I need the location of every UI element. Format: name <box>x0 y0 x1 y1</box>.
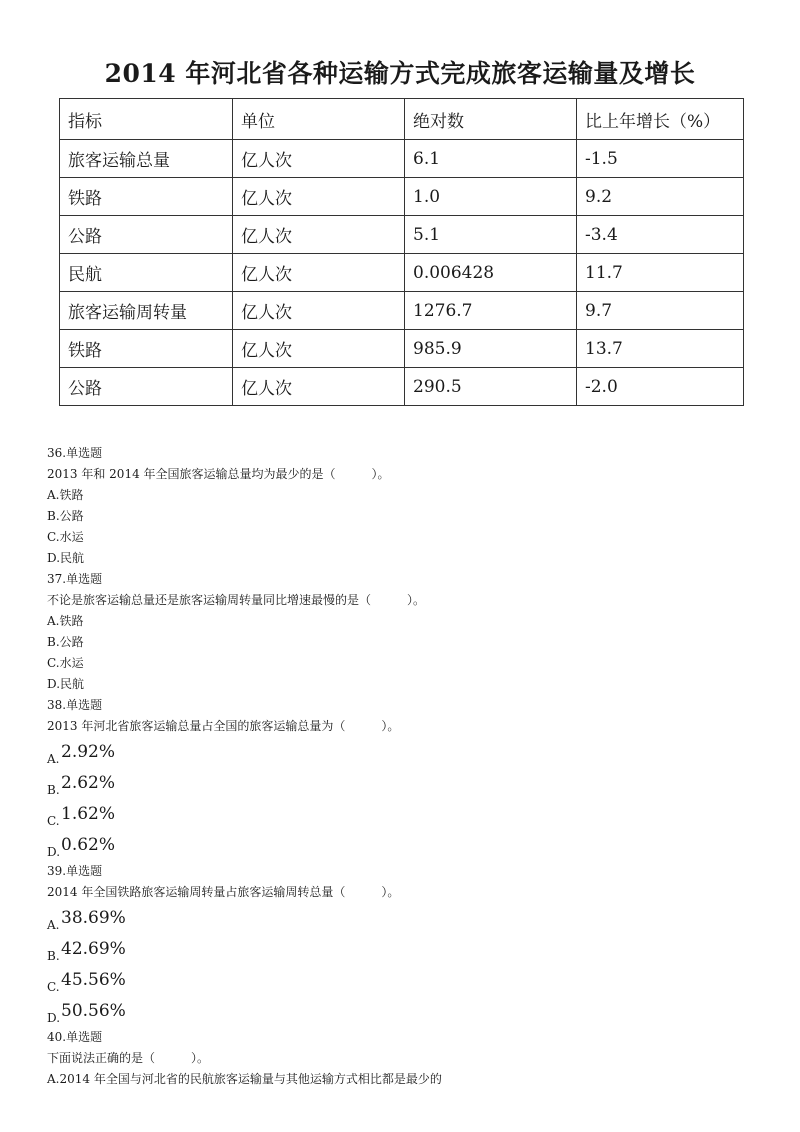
answer-option[interactable] <box>47 965 767 996</box>
table-cell: -1.5 <box>577 140 744 178</box>
header-cell: 绝对数 <box>405 99 577 140</box>
table-cell: 公路 <box>60 368 233 406</box>
answer-option[interactable] <box>47 799 767 830</box>
table-cell: 1276.7 <box>405 292 577 330</box>
option-letter: C. <box>47 814 60 828</box>
answer-option[interactable] <box>47 674 767 695</box>
option-text: 铁路 <box>59 488 84 502</box>
table-cell: -2.0 <box>577 368 744 406</box>
table-cell: 亿人次 <box>233 178 405 216</box>
option-letter: D. <box>47 845 61 859</box>
question-stem: 2014 年全国铁路旅客运输周转量占旅客运输周转总量（ ）。 <box>47 885 400 899</box>
answer-option[interactable] <box>47 632 767 653</box>
answer-option[interactable] <box>47 485 767 506</box>
option-text: 1.62% <box>61 804 116 824</box>
option-letter: D. <box>47 551 61 565</box>
document-title: 2014 年河北省各种运输方式完成旅客运输量及增长 <box>104 59 696 88</box>
question-number: 37.单选题 <box>47 572 103 586</box>
option-text: 公路 <box>59 509 84 523</box>
option-letter: A. <box>47 488 60 502</box>
option-letter: A. <box>47 614 60 628</box>
option-text: 水运 <box>59 530 84 544</box>
option-letter: B. <box>47 783 60 797</box>
table-cell: 985.9 <box>405 330 577 368</box>
answer-option[interactable] <box>47 737 767 768</box>
option-letter: A. <box>47 918 60 932</box>
table-row <box>60 254 744 292</box>
option-letter: D. <box>47 677 61 691</box>
answer-option[interactable] <box>47 653 767 674</box>
question-stem: 2013 年河北省旅客运输总量占全国的旅客运输总量为（ ）。 <box>47 719 400 733</box>
question-number: 39.单选题 <box>47 864 103 878</box>
table-row <box>60 216 744 254</box>
table-cell: 11.7 <box>577 254 744 292</box>
option-text: 2.62% <box>61 773 116 793</box>
option-text: 2014 年全国与河北省的民航旅客运输量与其他运输方式相比都是最少的 <box>59 1072 442 1086</box>
table-cell: 1.0 <box>405 178 577 216</box>
option-text: 38.69% <box>61 908 126 928</box>
header-cell: 单位 <box>233 99 405 140</box>
answer-option[interactable] <box>47 1069 767 1090</box>
option-text: 民航 <box>60 677 85 691</box>
answer-option[interactable] <box>47 934 767 965</box>
question-stem: 下面说法正确的是（ ）。 <box>47 1051 210 1065</box>
table-cell: 旅客运输周转量 <box>60 292 233 330</box>
table-cell: 亿人次 <box>233 254 405 292</box>
answer-option[interactable] <box>47 996 767 1027</box>
answer-option[interactable] <box>47 903 767 934</box>
table-header-row <box>60 99 744 140</box>
option-text: 42.69% <box>61 939 126 959</box>
answer-option[interactable] <box>47 506 767 527</box>
table-row <box>60 178 744 216</box>
table-cell: 9.2 <box>577 178 744 216</box>
table-cell: 亿人次 <box>233 140 405 178</box>
option-text: 45.56% <box>61 970 126 990</box>
table-cell: 6.1 <box>405 140 577 178</box>
table-cell: 290.5 <box>405 368 577 406</box>
answer-option[interactable] <box>47 611 767 632</box>
question-number: 36.单选题 <box>47 446 103 460</box>
option-letter: C. <box>47 980 60 994</box>
option-letter: B. <box>47 949 60 963</box>
option-text: 水运 <box>59 656 84 670</box>
table-cell: 铁路 <box>60 330 233 368</box>
question-list <box>47 443 767 1090</box>
option-letter: D. <box>47 1011 61 1025</box>
option-letter: C. <box>47 530 60 544</box>
option-text: 铁路 <box>59 614 84 628</box>
option-letter: B. <box>47 635 60 649</box>
question-number: 38.单选题 <box>47 698 103 712</box>
table-cell: 旅客运输总量 <box>60 140 233 178</box>
table-row <box>60 140 744 178</box>
header-cell: 指标 <box>60 99 233 140</box>
table-cell: 5.1 <box>405 216 577 254</box>
option-letter: B. <box>47 509 60 523</box>
table-row <box>60 330 744 368</box>
option-text: 2.92% <box>61 742 116 762</box>
question-stem: 2013 年和 2014 年全国旅客运输总量均为最少的是（ ）。 <box>47 467 390 481</box>
table-cell: 民航 <box>60 254 233 292</box>
question-stem: 不论是旅客运输总量还是旅客运输周转量同比增速最慢的是（ ）。 <box>47 593 426 607</box>
table-cell: -3.4 <box>577 216 744 254</box>
option-letter: A. <box>47 1072 60 1086</box>
table-row <box>60 368 744 406</box>
table-cell: 亿人次 <box>233 368 405 406</box>
answer-option[interactable] <box>47 830 767 861</box>
header-cell: 比上年增长（%） <box>577 99 744 140</box>
table-cell: 亿人次 <box>233 292 405 330</box>
table-cell: 亿人次 <box>233 216 405 254</box>
answer-option[interactable] <box>47 768 767 799</box>
statistics-table <box>59 98 744 406</box>
table-cell: 13.7 <box>577 330 744 368</box>
table-row <box>60 292 744 330</box>
answer-option[interactable] <box>47 548 767 569</box>
option-text: 公路 <box>59 635 84 649</box>
table-cell: 铁路 <box>60 178 233 216</box>
table-cell: 亿人次 <box>233 330 405 368</box>
option-letter: A. <box>47 752 60 766</box>
option-letter: C. <box>47 656 60 670</box>
option-text: 民航 <box>60 551 85 565</box>
table-cell: 9.7 <box>577 292 744 330</box>
answer-option[interactable] <box>47 527 767 548</box>
table-cell: 公路 <box>60 216 233 254</box>
option-text: 0.62% <box>61 835 116 855</box>
table-cell: 0.006428 <box>405 254 577 292</box>
question-number: 40.单选题 <box>47 1030 103 1044</box>
option-text: 50.56% <box>61 1001 126 1021</box>
